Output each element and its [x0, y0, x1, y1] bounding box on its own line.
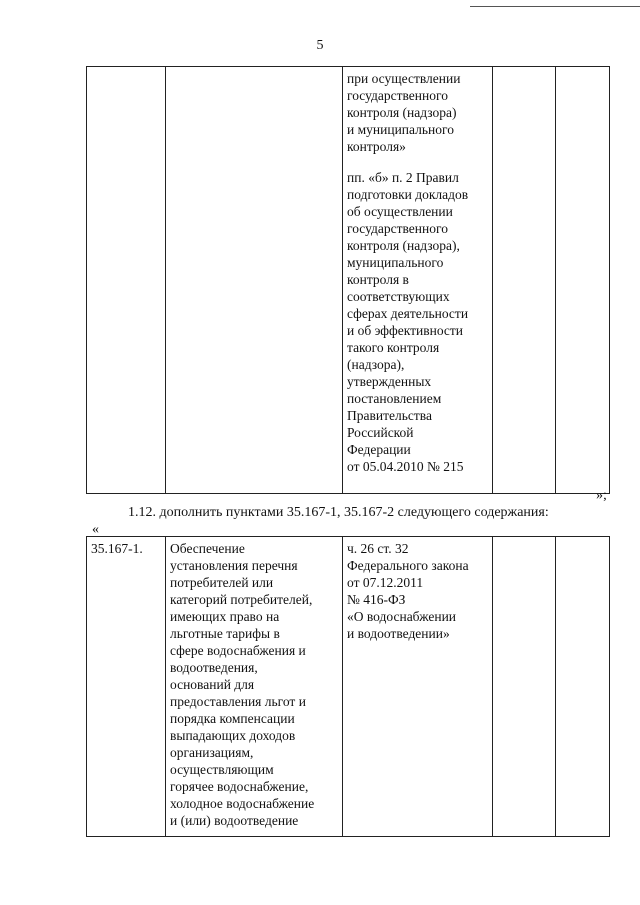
- cell-col4: [493, 67, 556, 494]
- amendment-text: 1.12. дополнить пунктами 35.167-1, 35.167-2 следующего содержания:: [128, 505, 549, 520]
- cell-legal-basis: ч. 26 ст. 32 Федерального закона от 07.12.2011 № 416-ФЗ «О водоснабжении и водоотведении»: [343, 537, 493, 837]
- legal-basis-paragraph: пп. «б» п. 2 Правил подготовки докладов об осуществлении государственного контроля (надзора), муниципального контроля в соответствующих сферах деятельности и об эффективности такого контроля (надзора), утвержденных постановлением Правительства Российской Федерации от 05.04.2010 № 215: [347, 170, 469, 474]
- cell-number: 35.167-1.: [87, 537, 166, 837]
- header-rule: [470, 6, 640, 7]
- cell-number: [87, 67, 166, 494]
- cell-legal-basis: [343, 67, 493, 494]
- legal-basis-paragraph: при осуществлении государственного контроля (надзора) и муниципального контроля»: [347, 71, 461, 154]
- opening-quote: «: [92, 522, 99, 537]
- new-items-table: [86, 536, 610, 837]
- cell-description: [166, 67, 343, 494]
- closing-quote: »;: [596, 488, 607, 503]
- cell-description: Обеспечение установления перечня потребителей или категорий потребителей, имеющих право на льготные тарифы в сфере водоснабжения и водоотведения, оснований для предоставления льгот и порядка компенсации выпадающих доходов организациям, осуществляющим горячее водоснабжение, холодное водоснабжение и (или) водоотведение: [166, 537, 343, 837]
- cell-col5: [556, 537, 610, 837]
- cell-col4: [493, 537, 556, 837]
- cell-col5: [556, 67, 610, 494]
- table-row: [87, 537, 610, 837]
- page-number: 5: [316, 38, 324, 53]
- continued-table: [86, 66, 610, 494]
- table-row: [87, 67, 610, 494]
